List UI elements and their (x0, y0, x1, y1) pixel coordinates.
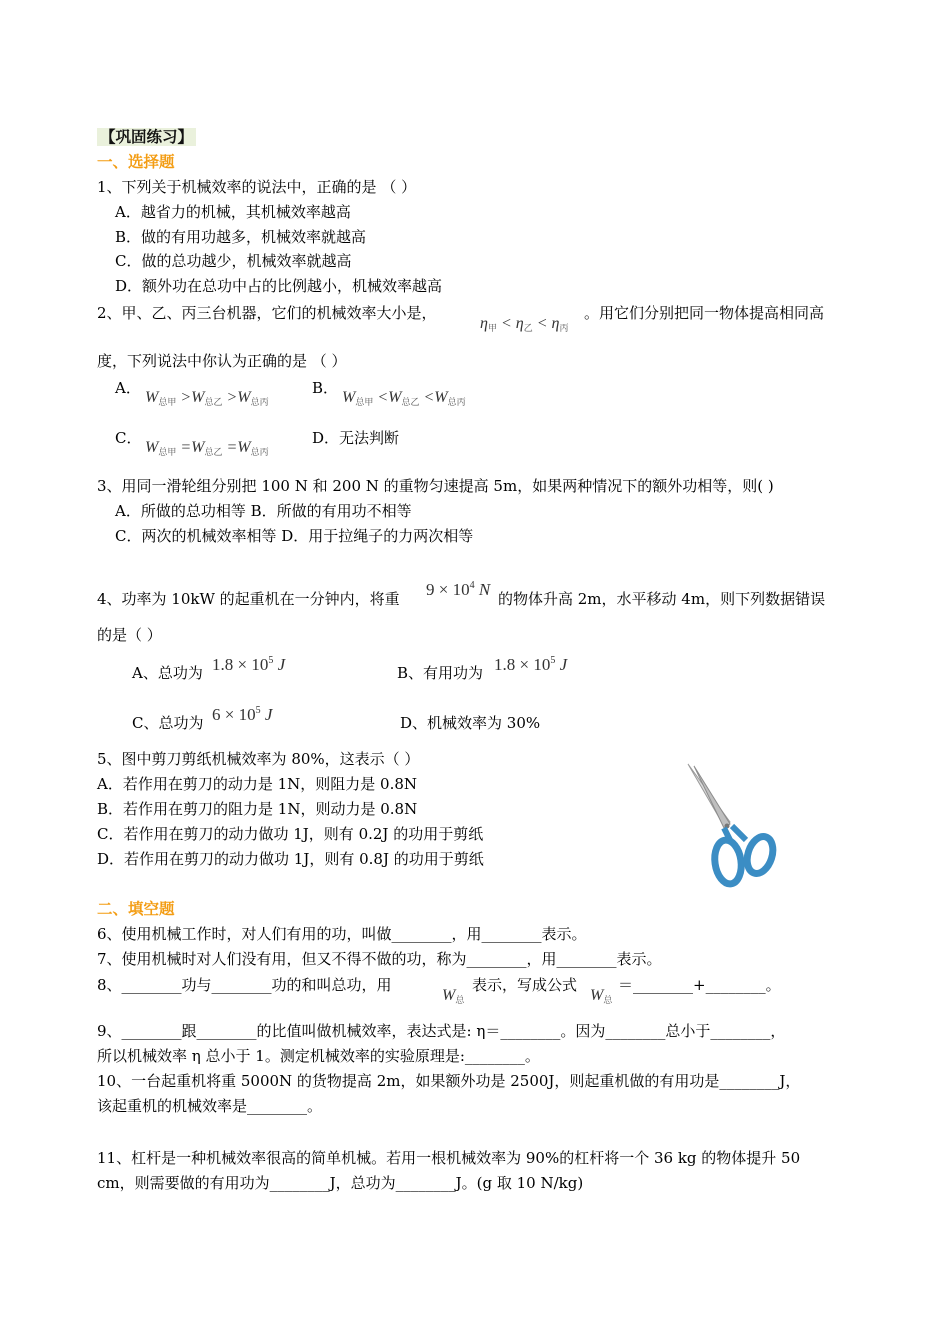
q8-w-total: $W_总$ (442, 987, 465, 1005)
q11-line2: cm，则需要做的有用功为________J，总功为________J。(g 取 10 N/kg) (97, 1174, 584, 1192)
q3-options-ab: A．所做的总功相等 B．所做的有用功不相等 (115, 502, 412, 520)
q11-line1: 11、杠杆是一种机械效率很高的简单机械。若用一根机械效率为 90%的杠杆将一个 36 kg 的物体提升 50 (97, 1149, 801, 1167)
heading-fill: 二、填空题 (97, 900, 175, 918)
q2-option-d: D．无法判断 (312, 429, 400, 447)
q8-part-c: ＝________+________。 (618, 976, 781, 994)
q6: 6、使用机械工作时，对人们有用的功，叫做________，用________表示。 (97, 925, 587, 943)
q3-options-cd: C．两次的机械效率相等 D．用于拉绳子的力两次相等 (115, 527, 474, 545)
q2-stem-c: 度，下列说法中你认为正确的是 （ ） (97, 352, 347, 370)
q4-stem-b: 的物体升高 2m，水平移动 4m，则下列数据错误 (498, 590, 826, 608)
q2-option-a-formula: $W_{总甲} >W_{总乙} >W_{总丙}$ (145, 389, 269, 407)
q1-option-a: A．越省力的机械，其机械效率越高 (115, 203, 351, 221)
q1-option-b: B．做的有用功越多，机械效率就越高 (115, 228, 367, 246)
scissors-icon (680, 760, 790, 890)
q2-option-c-formula: $W_{总甲} =W_{总乙} =W_{总丙}$ (145, 439, 269, 457)
q8-part-a: 8、________功与________功的和叫总功，用 (97, 976, 392, 994)
q4-option-d: D、机械效率为 30% (400, 714, 541, 732)
q2-eta-inequality: $\eta_甲 < \eta_乙 < \eta_丙$ (480, 315, 569, 333)
q5-option-a: A．若作用在剪刀的动力是 1N，则阻力是 0.8N (97, 775, 418, 793)
q5-option-c: C．若作用在剪刀的动力做功 1J，则有 0.2J 的功用于剪纸 (97, 825, 484, 843)
q1-option-c: C．做的总功越少，机械效率就越高 (115, 252, 352, 270)
q2-option-b-label: B． (312, 379, 339, 397)
q1-option-d: D．额外功在总功中占的比例越小，机械效率越高 (115, 277, 443, 295)
q2-stem-a: 2、甲、乙、丙三台机器，它们的机械效率大小是， (97, 304, 437, 322)
q9-line2: 所以机械效率 η 总小于 1。测定机械效率的实验原理是:________。 (97, 1047, 540, 1065)
q8-part-b: 表示，写成公式 (472, 976, 578, 994)
q4-stem-a: 4、功率为 10kW 的起重机在一分钟内，将重 (97, 590, 400, 608)
q9-line1: 9、________跟________的比值叫做机械效率，表达式是: η＝________。因为________总小于________， (97, 1022, 786, 1040)
q3-stem: 3、用同一滑轮组分别把 100 N 和 200 N 的重物匀速提高 5m，如果两种情况下的额外功相等，则( ) (97, 477, 774, 495)
q1-stem: 1、下列关于机械效率的说法中，正确的是 （ ） (97, 178, 417, 196)
q4-option-a-label: A、总功为 (132, 664, 203, 682)
q2-stem-b: 。用它们分别把同一物体提高相同高 (584, 304, 825, 322)
q4-stem-c: 的是（ ） (97, 626, 162, 644)
heading-choice: 一、选择题 (97, 153, 175, 171)
q2-option-b-formula: $W_{总甲} <W_{总乙} <W_{总丙}$ (342, 389, 466, 407)
q8-w-total-formula: $W_总$ (590, 987, 613, 1005)
q4-option-a-formula: $1.8 \times 10^5$ J (212, 655, 286, 674)
section-tag: 【巩固练习】 (97, 127, 196, 147)
q4-option-b-label: B、有用功为 (397, 664, 484, 682)
q5-option-d: D．若作用在剪刀的动力做功 1J，则有 0.8J 的功用于剪纸 (97, 850, 484, 868)
q10-line2: 该起重机的机械效率是________。 (97, 1097, 323, 1115)
q4-option-c-label: C、总功为 (132, 714, 204, 732)
q7: 7、使用机械时对人们没有用，但又不得不做的功，称为________，用________表示。 (97, 950, 662, 968)
q5-stem: 5、图中剪刀剪纸机械效率为 80%，这表示（ ） (97, 750, 420, 768)
q4-load-formula: $9 \times 10^4$ N (426, 580, 491, 599)
q4-option-c-formula: $6 \times 10^5$ J (212, 705, 273, 724)
q2-option-a-label: A． (115, 379, 141, 397)
q4-option-b-formula: $1.8 \times 10^5$ J (494, 655, 568, 674)
q5-option-b: B．若作用在剪刀的阻力是 1N，则动力是 0.8N (97, 800, 418, 818)
q10-line1: 10、一台起重机将重 5000N 的货物提高 2m，如果额外功是 2500J，则起重机做的有用功是________J， (97, 1072, 801, 1090)
q2-option-c-label: C． (115, 429, 142, 447)
